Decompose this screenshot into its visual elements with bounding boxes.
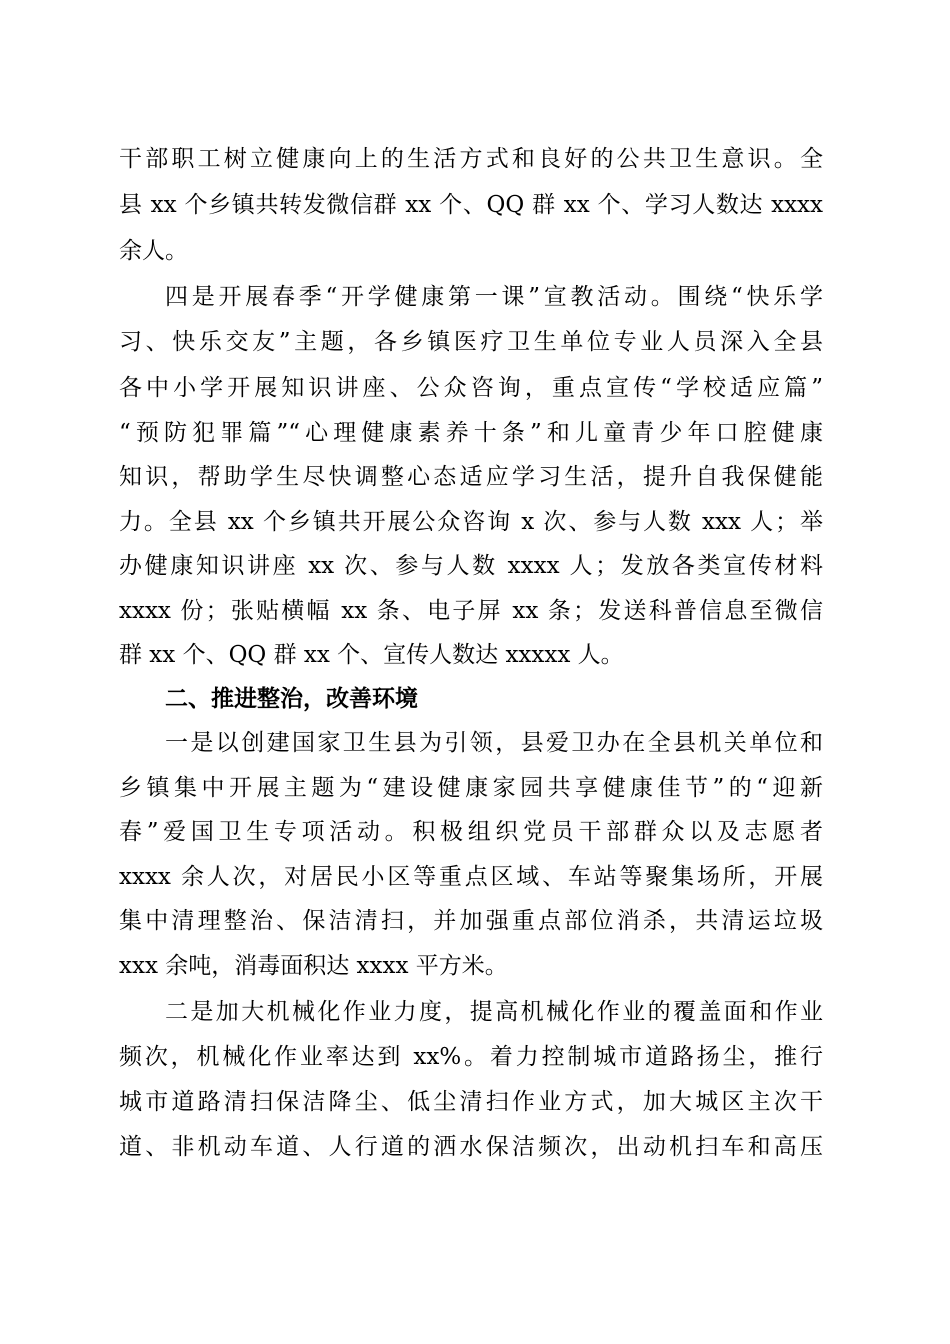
paragraph-line: 二是加大机械化作业力度，提高机械化作业的覆盖面和作业 <box>165 999 823 1025</box>
paragraph-line: 乡镇集中开展主题为“建设健康家园共享健康佳节”的“迎新 <box>119 775 823 801</box>
paragraph-line: 集中清理整治、保洁清扫，并加强重点部位消杀，共清运垃圾 <box>119 908 823 934</box>
paragraph-line: 干部职工树立健康向上的生活方式和良好的公共卫生意识。全 <box>119 146 823 172</box>
paragraph-line: 各中小学开展知识讲座、公众咨询，重点宣传“学校适应篇” <box>119 375 823 401</box>
paragraph-line: 一是以创建国家卫生县为引领，县爱卫办在全县机关单位和 <box>165 730 823 756</box>
paragraph-line: 办健康知识讲座 xx 次、参与人数 xxxx 人；发放各类宣传材料 <box>119 553 823 579</box>
section-heading: 二、推进整治，改善环境 <box>165 686 418 712</box>
paragraph-line: 力。全县 xx 个乡镇共开展公众咨询 x 次、参与人数 xxx 人；举 <box>119 509 823 535</box>
paragraph-line: 知识，帮助学生尽快调整心态适应学习生活，提升自我保健能 <box>119 464 823 490</box>
paragraph-line: 四是开展春季“开学健康第一课”宣教活动。围绕“快乐学 <box>165 284 823 310</box>
paragraph-line: 频次，机械化作业率达到 xx%。着力控制城市道路扬尘，推行 <box>119 1044 823 1070</box>
paragraph-line: 道、非机动车道、人行道的洒水保洁频次，出动机扫车和高压 <box>119 1134 823 1160</box>
paragraph-line: xxxx 份；张贴横幅 xx 条、电子屏 xx 条；发送科普信息至微信 <box>119 598 823 624</box>
paragraph-line: 春”爱国卫生专项活动。积极组织党员干部群众以及志愿者 <box>119 819 823 845</box>
paragraph-line: xxxx 余人次，对居民小区等重点区域、车站等聚集场所，开展 <box>119 864 823 890</box>
paragraph-line: 城市道路清扫保洁降尘、低尘清扫作业方式，加大城区主次干 <box>119 1089 823 1115</box>
paragraph-line: 余人。 <box>119 238 188 264</box>
paragraph-line: 县 xx 个乡镇共转发微信群 xx 个、QQ 群 xx 个、学习人数达 xxxx <box>119 192 823 218</box>
paragraph-line: xxx 余吨，消毒面积达 xxxx 平方米。 <box>119 953 508 979</box>
paragraph-line: “预防犯罪篇”“心理健康素养十条”和儿童青少年口腔健康 <box>119 420 823 446</box>
paragraph-line: 习、快乐交友”主题，各乡镇医疗卫生单位专业人员深入全县 <box>119 329 823 355</box>
paragraph-line: 群 xx 个、QQ 群 xx 个、宣传人数达 xxxxx 人。 <box>119 642 624 668</box>
